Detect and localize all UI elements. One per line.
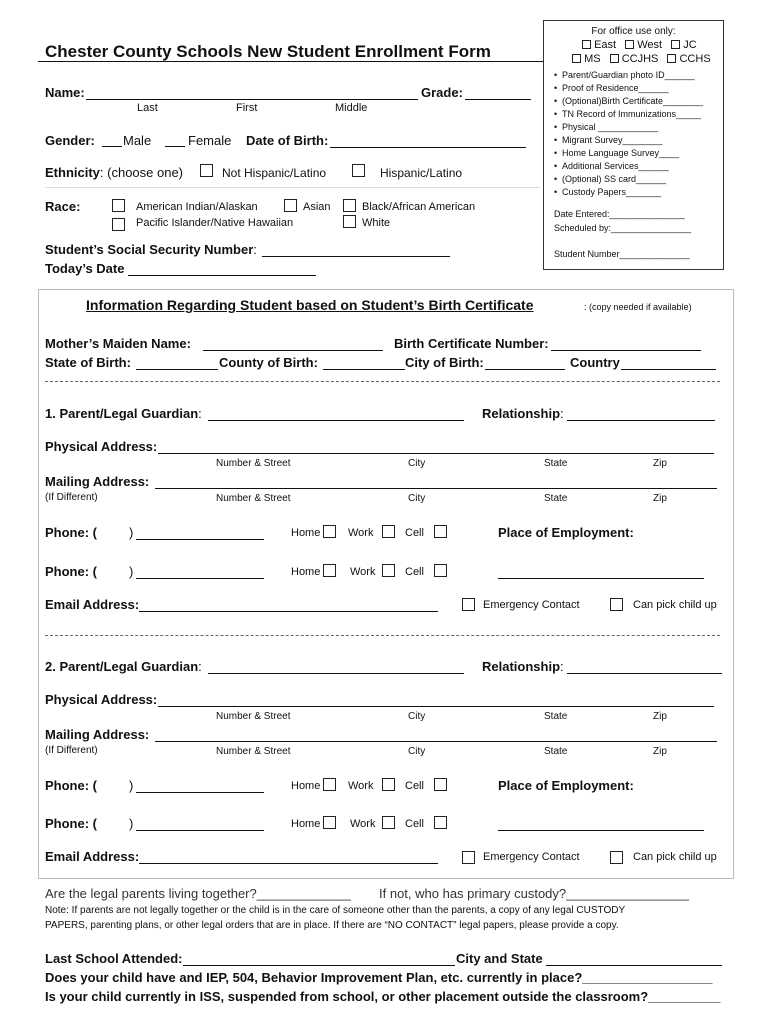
school-east-checkbox[interactable] xyxy=(582,40,591,49)
primary-custody-question: If not, who has primary custody?_________________ xyxy=(379,886,690,901)
school-east-label: East xyxy=(594,39,617,51)
home-label: Home xyxy=(291,780,321,792)
caption-state: State xyxy=(544,711,568,722)
caption-city: City xyxy=(408,458,426,469)
work-label: Work xyxy=(350,818,376,830)
pickup-label: Can pick child up xyxy=(633,851,717,863)
caption-number-street: Number & Street xyxy=(216,746,291,757)
school-cchs-checkbox[interactable] xyxy=(667,54,676,63)
guardian1-physical-label: Physical Address: xyxy=(45,439,158,454)
cell-label: Cell xyxy=(405,527,424,539)
office-heading: For office use only: xyxy=(591,26,676,37)
birth-cert-input[interactable] xyxy=(551,350,701,351)
guardian2-phone2-label: Phone: ( xyxy=(45,816,97,831)
race-white-checkbox[interactable] xyxy=(343,215,356,228)
birth-section-heading: Information Regarding Student based on Student’s Birth Certificate xyxy=(86,297,534,313)
guardian2-phone2-input[interactable] xyxy=(136,830,264,831)
home-label: Home xyxy=(291,527,321,539)
guardian2-emergency-checkbox[interactable] xyxy=(462,851,475,864)
not-hispanic-label: Not Hispanic/Latino xyxy=(222,166,327,180)
school-ccjhs-label: CCJHS xyxy=(621,53,659,65)
school-jc-label: JC xyxy=(683,39,697,51)
guardian2-phone1-cell-checkbox[interactable] xyxy=(434,778,447,791)
last-school-input[interactable] xyxy=(183,965,455,966)
guardian1-pickup-checkbox[interactable] xyxy=(610,598,623,611)
home-label: Home xyxy=(291,566,321,578)
race-white-label: White xyxy=(362,217,391,229)
guardian2-mailing-input[interactable] xyxy=(155,741,717,742)
work-label: Work xyxy=(348,527,374,539)
office-checklist-item: • Migrant Survey________ xyxy=(554,135,663,145)
caption-state: State xyxy=(544,493,568,504)
caption-city: City xyxy=(408,711,426,722)
guardian1-phone2-cell-checkbox[interactable] xyxy=(434,564,447,577)
race-black-label: Black/African American xyxy=(362,201,476,213)
name-input[interactable] xyxy=(86,99,418,100)
custody-note-line1: Note: If parents are not legally together or the child is in the care of someone other than the parents, a copy of any legal CUSTODY xyxy=(45,905,626,916)
guardian1-relationship-input[interactable] xyxy=(567,420,715,421)
guardian2-relationship-input[interactable] xyxy=(567,673,722,674)
dob-input[interactable] xyxy=(330,147,526,148)
ethnicity-label: Ethnicity: (choose one) xyxy=(45,165,184,180)
guardian2-physical-label: Physical Address: xyxy=(45,692,158,707)
caption-zip: Zip xyxy=(653,746,667,757)
school-ms-label: MS xyxy=(584,53,601,65)
guardian1-physical-input[interactable] xyxy=(158,453,714,454)
name-first-caption: First xyxy=(236,102,258,114)
state-birth-label: State of Birth: xyxy=(45,355,131,370)
scheduled-by-field[interactable]: Scheduled by:________________ xyxy=(554,223,692,233)
school-west-label: West xyxy=(637,39,663,51)
office-checklist-item: • Home Language Survey____ xyxy=(554,148,680,158)
caption-city: City xyxy=(408,493,426,504)
student-number-field[interactable]: Student Number______________ xyxy=(554,249,690,259)
student-divider xyxy=(45,187,540,188)
guardian2-physical-input[interactable] xyxy=(158,706,714,707)
dob-label: Date of Birth: xyxy=(246,133,329,148)
office-schools-row2 xyxy=(572,53,711,65)
work-label: Work xyxy=(350,566,376,578)
hispanic-label: Hispanic/Latino xyxy=(380,166,463,180)
hispanic-checkbox[interactable] xyxy=(352,164,365,177)
caption-number-street: Number & Street xyxy=(216,711,291,722)
iss-question: Is your child currently in ISS, suspended from school, or other placement outside the classroom?__________ xyxy=(45,989,721,1004)
guardian2-relationship-label: Relationship: xyxy=(482,659,564,674)
title-rule xyxy=(38,61,543,62)
caption-number-street: Number & Street xyxy=(216,493,291,504)
grade-input[interactable] xyxy=(465,99,531,100)
office-checklist-item: • Custody Papers_______ xyxy=(554,187,662,197)
guardian1-phone1-home-checkbox[interactable] xyxy=(323,525,336,538)
city-birth-input[interactable] xyxy=(485,369,565,370)
school-jc-checkbox[interactable] xyxy=(671,40,680,49)
guardian1-phone1-input[interactable] xyxy=(136,539,264,540)
office-checklist-item: • Proof of Residence______ xyxy=(554,83,669,93)
race-pacific-label: Pacific Islander/Native Hawaiian xyxy=(136,217,294,229)
office-checklist-item: • Parent/Guardian photo ID______ xyxy=(554,70,695,80)
name-middle-caption: Middle xyxy=(335,102,368,114)
guardian1-phone2-input[interactable] xyxy=(136,578,264,579)
phone-paren: ) xyxy=(129,778,134,793)
birth-section-note: : (copy needed if available) xyxy=(584,302,692,312)
gender-label: Gender: xyxy=(45,133,95,148)
iep-question: Does your child have and IEP, 504, Behavior Improvement Plan, etc. currently in place?__________________ xyxy=(45,970,713,985)
if-different-caption: (If Different) xyxy=(45,492,98,503)
guardian1-email-input[interactable] xyxy=(139,611,438,612)
pickup-label: Can pick child up xyxy=(633,599,717,611)
section-divider xyxy=(45,381,720,382)
mother-maiden-input[interactable] xyxy=(203,350,383,351)
guardian1-label: 1. Parent/Legal Guardian: xyxy=(45,406,202,421)
form-title: Chester County Schools New Student Enrollment Form xyxy=(45,42,491,61)
guardian1-email-label: Email Address: xyxy=(45,597,140,612)
city-state-input[interactable] xyxy=(546,965,722,966)
guardian1-employment-label: Place of Employment: xyxy=(498,525,634,540)
guardian2-phone2-work-checkbox[interactable] xyxy=(382,816,395,829)
guardian2-phone1-work-checkbox[interactable] xyxy=(382,778,395,791)
guardian2-name-input[interactable] xyxy=(208,673,464,674)
phone-paren: ) xyxy=(129,564,134,579)
emergency-label: Emergency Contact xyxy=(483,599,580,611)
grade-label: Grade: xyxy=(421,85,463,100)
ssn-label: Student’s Social Security Number: xyxy=(45,242,257,257)
guardian2-email-label: Email Address: xyxy=(45,849,140,864)
guardian2-mailing-label: Mailing Address: xyxy=(45,727,150,742)
name-last-caption: Last xyxy=(137,102,158,114)
caption-city: City xyxy=(408,746,426,757)
male-blank[interactable] xyxy=(102,146,122,147)
guardian1-mailing-label: Mailing Address: xyxy=(45,474,150,489)
caption-number-street: Number & Street xyxy=(216,458,291,469)
county-birth-label: County of Birth: xyxy=(219,355,318,370)
school-ms-checkbox[interactable] xyxy=(572,54,581,63)
guardian2-phone2-cell-checkbox[interactable] xyxy=(434,816,447,829)
guardian1-name-input[interactable] xyxy=(208,420,464,421)
work-label: Work xyxy=(348,780,374,792)
home-label: Home xyxy=(291,818,321,830)
female-blank[interactable] xyxy=(165,146,185,147)
guardian2-email-input[interactable] xyxy=(139,863,438,864)
caption-state: State xyxy=(544,746,568,757)
caption-zip: Zip xyxy=(653,458,667,469)
phone-paren: ) xyxy=(129,525,134,540)
today-date-input[interactable] xyxy=(128,275,316,276)
country-label: Country xyxy=(570,355,620,370)
today-date-label: Today’s Date xyxy=(45,261,125,276)
birth-cert-label: Birth Certificate Number: xyxy=(394,336,549,351)
office-checklist-item: • Additional Services______ xyxy=(554,161,669,171)
caption-state: State xyxy=(544,458,568,469)
office-checklist-item: • (Optional)Birth Certificate________ xyxy=(554,96,704,106)
male-label: Male xyxy=(123,133,152,148)
female-label: Female xyxy=(188,133,232,148)
emergency-label: Emergency Contact xyxy=(483,851,580,863)
office-checklist-item: • (Optional) SS card______ xyxy=(554,174,667,184)
guardian2-phone2-home-checkbox[interactable] xyxy=(323,816,336,829)
school-ccjhs-checkbox[interactable] xyxy=(610,54,619,63)
custody-note-line2: PAPERS, parenting plans, or other legal orders that are in place. If there are “NO CONTACT” legal papers, please provide a copy. xyxy=(45,920,619,931)
ssn-input[interactable] xyxy=(262,256,450,257)
guardian1-phone1-work-checkbox[interactable] xyxy=(382,525,395,538)
guardian2-employment-input[interactable] xyxy=(498,830,704,831)
guardian1-phone2-work-checkbox[interactable] xyxy=(382,564,395,577)
office-checklist-item: • Physical ____________ xyxy=(554,122,659,132)
if-different-caption: (If Different) xyxy=(45,745,98,756)
office-checklist-item: • TN Record of Immunizations_____ xyxy=(554,109,702,119)
guardian2-pickup-checkbox[interactable] xyxy=(610,851,623,864)
race-asian-label: Asian xyxy=(303,201,331,213)
guardian1-phone1-label: Phone: ( xyxy=(45,525,97,540)
county-birth-input[interactable] xyxy=(323,369,405,370)
cell-label: Cell xyxy=(405,780,424,792)
school-cchs-label: CCHS xyxy=(679,53,711,65)
date-entered-field[interactable]: Date Entered:_______________ xyxy=(554,209,685,219)
caption-zip: Zip xyxy=(653,493,667,504)
cell-label: Cell xyxy=(405,818,424,830)
city-birth-label: City of Birth: xyxy=(405,355,484,370)
guardian1-phone2-home-checkbox[interactable] xyxy=(323,564,336,577)
not-hispanic-checkbox[interactable] xyxy=(200,164,213,177)
country-input[interactable] xyxy=(621,369,716,370)
state-birth-input[interactable] xyxy=(136,369,218,370)
city-state-label: City and State xyxy=(456,951,543,966)
race-american-indian-label: American Indian/Alaskan xyxy=(136,201,258,213)
phone-paren: ) xyxy=(129,816,134,831)
guardian1-emergency-checkbox[interactable] xyxy=(462,598,475,611)
school-west-checkbox[interactable] xyxy=(625,40,634,49)
guardian1-phone2-label: Phone: ( xyxy=(45,564,97,579)
office-schools-row1 xyxy=(582,39,697,51)
guardian2-employment-label: Place of Employment: xyxy=(498,778,634,793)
last-school-label: Last School Attended: xyxy=(45,951,183,966)
guardian2-label: 2. Parent/Legal Guardian: xyxy=(45,659,202,674)
race-black-checkbox[interactable] xyxy=(343,199,356,212)
name-label: Name: xyxy=(45,85,85,100)
mother-maiden-label: Mother’s Maiden Name: xyxy=(45,336,191,351)
race-label: Race: xyxy=(45,199,81,214)
caption-zip: Zip xyxy=(653,711,667,722)
section-divider xyxy=(45,635,720,636)
race-pacific-checkbox[interactable] xyxy=(112,218,125,231)
guardian2-phone1-home-checkbox[interactable] xyxy=(323,778,336,791)
office-use-box xyxy=(543,20,724,270)
guardian1-employment-input[interactable] xyxy=(498,578,704,579)
guardian1-phone1-cell-checkbox[interactable] xyxy=(434,525,447,538)
race-american-indian-checkbox[interactable] xyxy=(112,199,125,212)
cell-label: Cell xyxy=(405,566,424,578)
guardian2-phone1-input[interactable] xyxy=(136,792,264,793)
guardian1-relationship-label: Relationship: xyxy=(482,406,564,421)
guardian1-mailing-input[interactable] xyxy=(155,488,717,489)
guardian2-phone1-label: Phone: ( xyxy=(45,778,97,793)
race-asian-checkbox[interactable] xyxy=(284,199,297,212)
parents-together-question: Are the legal parents living together?_____________ xyxy=(45,886,351,901)
